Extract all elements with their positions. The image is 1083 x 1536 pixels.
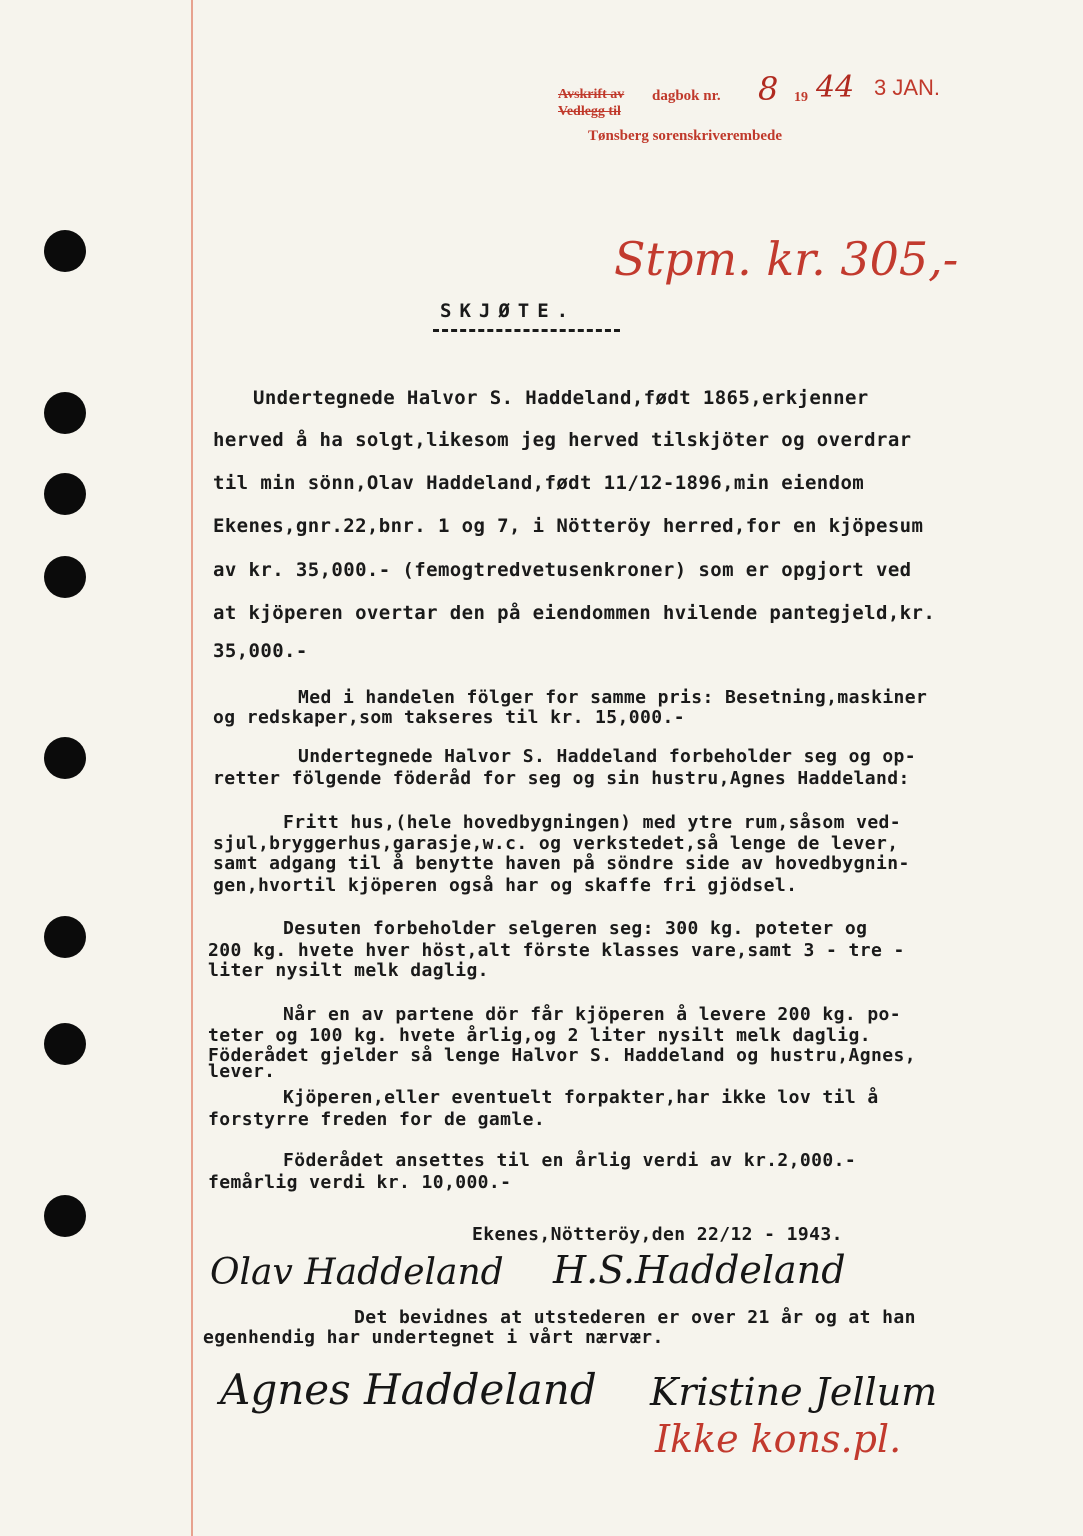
text-line: herved å ha solgt,likesom jeg herved tilskjöter og overdrar: [213, 429, 912, 451]
text-line: Med i handelen fölger for samme pris: Besetning,maskiner: [298, 687, 928, 708]
place-date-line: Ekenes,Nötteröy,den 22/12 - 1943.: [472, 1224, 843, 1245]
signature-witness-2: Kristine Jellum: [650, 1370, 938, 1414]
stamp-year-suffix: 44: [816, 70, 855, 105]
document-title: SKJØTE.: [440, 300, 577, 322]
text-line: Kjöperen,eller eventuelt forpakter,har ikke lov til å: [283, 1087, 879, 1108]
text-line: Når en av partene dör får kjöperen å levere 200 kg. po-: [283, 1004, 902, 1025]
text-line: Undertegnede Halvor S. Haddeland forbeholder seg og op-: [298, 746, 917, 767]
text-line: 200 kg. hvete hver höst,alt förste klasses vare,samt 3 - tre -: [208, 940, 905, 961]
text-line: at kjöperen overtar den på eiendommen hvilende pantegjeld,kr.: [213, 602, 936, 624]
punch-hole: [44, 737, 86, 779]
text-line: og redskaper,som takseres til kr. 15,000.-: [213, 707, 685, 728]
text-line: av kr. 35,000.- (femogtredvetusenkroner) som er opgjort ved: [213, 559, 912, 581]
text-line: Föderådet ansettes til en årlig verdi av kr.2,000.-: [283, 1150, 857, 1171]
punch-hole: [44, 392, 86, 434]
fee-note: Stpm. kr. 305,-: [614, 232, 959, 286]
text-line: egenhendig har undertegnet i vårt nærvær.: [203, 1327, 664, 1348]
stamp-office: Tønsberg sorenskriverembede: [588, 128, 783, 144]
text-line: forstyrre freden for de gamle.: [208, 1109, 546, 1130]
text-line: Ekenes,gnr.22,bnr. 1 og 7, i Nötteröy herred,for en kjöpesum: [213, 515, 924, 537]
punch-hole: [44, 1195, 86, 1237]
text-line: Desuten forbeholder selgeren seg: 300 kg. poteter og: [283, 918, 868, 939]
punch-hole: [44, 473, 86, 515]
punch-hole: [44, 230, 86, 272]
stamp-avskrift: Avskrift av: [558, 87, 625, 102]
text-line: teter og 100 kg. hvete årlig,og 2 liter nysilt melk daglig.: [208, 1025, 871, 1046]
text-line: til min sönn,Olav Haddeland,født 11/12-1896,min eiendom: [213, 472, 865, 494]
title-underline: [433, 329, 620, 332]
punch-hole: [44, 1023, 86, 1065]
stamp-vedlegg: Vedlegg til: [558, 104, 621, 119]
handwritten-note: Ikke kons.pl.: [655, 1417, 902, 1461]
text-line: retter fölgende föderåd for seg og sin hustru,Agnes Haddeland:: [213, 768, 910, 789]
text-line: gen,hvortil kjöperen også har og skaffe fri gjödsel.: [213, 875, 798, 896]
text-line: lever.: [208, 1061, 276, 1082]
text-line: Det bevidnes at utstederen er over 21 år og at han: [354, 1307, 916, 1328]
text-line: 35,000.-: [213, 640, 308, 662]
text-line: Föderådet gjelder så lenge Halvor S. Haddeland og hustru,Agnes,: [208, 1045, 916, 1066]
punch-hole: [44, 556, 86, 598]
text-line: Undertegnede Halvor S. Haddeland,født 1865,erkjenner: [253, 387, 869, 409]
text-line: sjul,bryggerhus,garasje,w.c. og verkstedet,så lenge de lever,: [213, 833, 899, 854]
text-line: samt adgang til å benytte haven på söndre side av hovedbygnin-: [213, 853, 910, 874]
stamp-dagbok-number: 8: [758, 70, 779, 108]
signature-buyer: Olav Haddeland: [210, 1252, 504, 1293]
text-line: femårlig verdi kr. 10,000.-: [208, 1172, 512, 1193]
signature-seller: H.S.Haddeland: [553, 1248, 846, 1292]
stamp-dagbok-label: dagbok nr.: [652, 88, 721, 104]
margin-rule: [191, 0, 193, 1536]
signature-witness-1: Agnes Haddeland: [220, 1365, 597, 1414]
stamp-year-prefix: 19: [794, 90, 808, 105]
text-line: liter nysilt melk daglig.: [208, 960, 489, 981]
punch-hole: [44, 916, 86, 958]
text-line: Fritt hus,(hele hovedbygningen) med ytre rum,såsom ved-: [283, 812, 902, 833]
stamp-date: 3 JAN.: [874, 75, 941, 100]
